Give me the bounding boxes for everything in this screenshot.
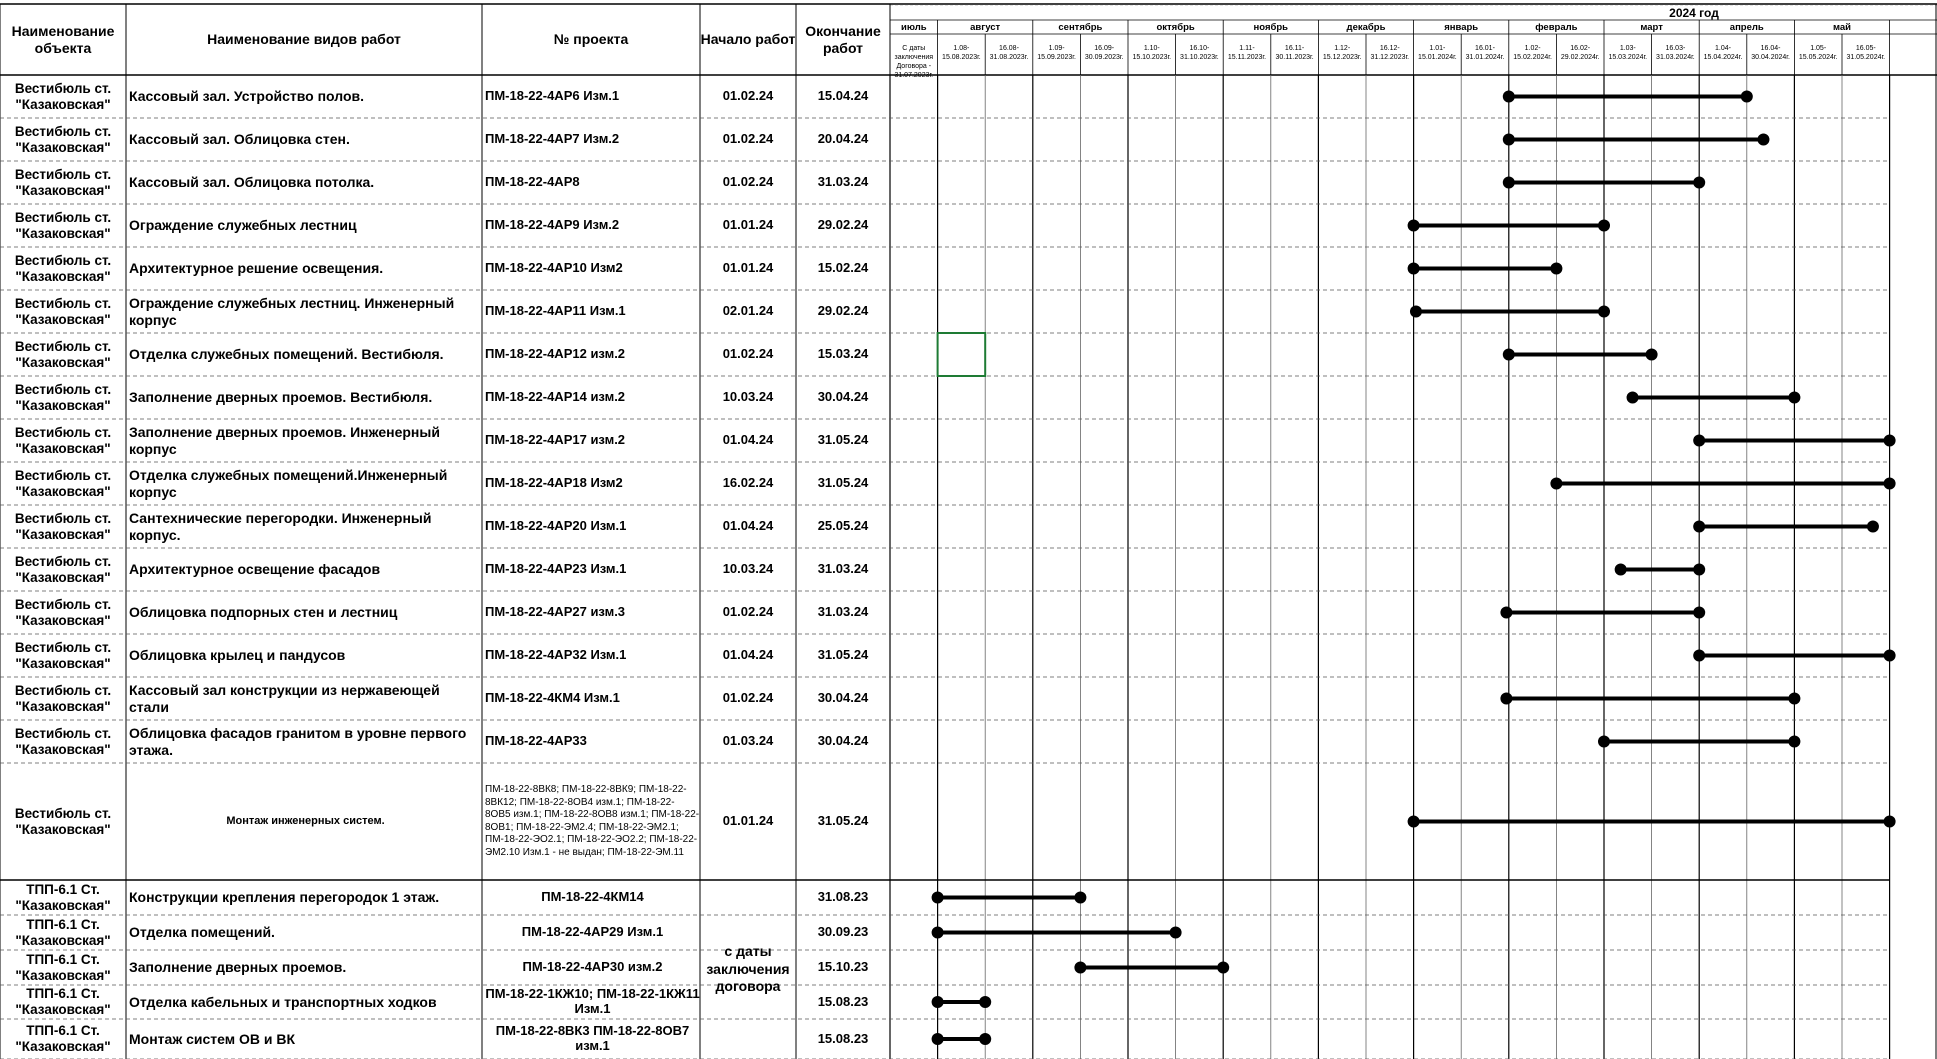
object-cell[interactable]: Вестибюль ст. "Казаковская"	[14, 209, 112, 241]
start-date-cell[interactable]: 02.01.24	[722, 303, 774, 319]
start-date-cell[interactable]: 01.04.24	[722, 432, 774, 448]
gantt-bar-end-dot	[1170, 927, 1182, 939]
gantt-bar-start-dot	[1503, 177, 1515, 189]
object-cell[interactable]: Вестибюль ст. "Казаковская"	[14, 381, 112, 413]
month-label-7: февраль	[1535, 22, 1578, 33]
header-end[interactable]: Окончание работ	[805, 22, 881, 56]
work-name-cell[interactable]: Кассовый зал конструкции из нержавеющей стали	[129, 682, 440, 715]
end-date-cell[interactable]: 30.09.23	[817, 924, 869, 940]
gantt-bar-end-dot	[979, 1033, 991, 1045]
project-cell[interactable]: ПМ-18-22-4АР32 Изм.1	[485, 647, 627, 663]
period-label-16: 16.03-31.03.2024г.	[1656, 45, 1695, 61]
object-cell[interactable]: Вестибюль ст. "Казаковская"	[14, 510, 112, 542]
end-date-cell[interactable]: 29.02.24	[817, 303, 869, 319]
start-date-cell[interactable]: 16.02.24	[722, 475, 774, 491]
end-date-cell[interactable]: 20.04.24	[817, 131, 869, 147]
period-label-7: 1.11-15.11.2023г.	[1227, 45, 1267, 61]
gantt-bar-end-dot	[1741, 91, 1753, 103]
period-label-13: 1.02-15.02.2024г.	[1513, 45, 1552, 61]
gantt-bar-start-dot	[1503, 349, 1515, 361]
work-name-cell[interactable]: Облицовка подпорных стен и лестниц	[129, 604, 398, 621]
work-name-cell[interactable]: Ограждение служебных лестниц	[129, 217, 357, 234]
object-cell[interactable]: Вестибюль ст. "Казаковская"	[14, 252, 112, 284]
period-label-19: 1.05-15.05.2024г.	[1798, 45, 1838, 61]
start-date-cell[interactable]: 01.03.24	[722, 733, 774, 749]
work-name-cell[interactable]: Архитектурное освещение фасадов	[129, 561, 381, 578]
work-name-cell[interactable]: Монтаж инженерных систем.	[226, 815, 385, 828]
object-cell[interactable]: Вестибюль ст. "Казаковская"	[14, 80, 112, 112]
period-label-0: С даты заключения Договора - 31.07.2023г.	[894, 45, 934, 79]
gantt-bar-start-dot	[1550, 478, 1562, 490]
end-date-cell[interactable]: 30.04.24	[817, 733, 869, 749]
start-date-cell[interactable]: 01.02.24	[722, 131, 774, 147]
period-label-10: 16.12-31.12.2023г.	[1370, 45, 1410, 61]
object-cell[interactable]: Вестибюль ст. "Казаковская"	[14, 338, 112, 370]
work-name-cell[interactable]: Заполнение дверных проемов.	[129, 959, 347, 976]
object-cell[interactable]: Вестибюль ст. "Казаковская"	[14, 123, 112, 155]
gantt-bar-start-dot	[1503, 134, 1515, 146]
project-cell[interactable]: ПМ-18-22-1КЖ10; ПМ-18-22-1КЖ11 Изм.1	[485, 986, 700, 1016]
object-cell[interactable]: ТПП-6.1 Ст. "Казаковская"	[15, 951, 111, 983]
gantt-bar-end-dot	[1884, 650, 1896, 662]
gantt-bar-end-dot	[1884, 816, 1896, 828]
merged-start-cell[interactable]: с даты заключения договора	[706, 943, 790, 995]
period-label-15: 1.03-15.03.2024г.	[1608, 45, 1648, 61]
start-date-cell[interactable]: 01.01.24	[722, 260, 774, 276]
project-cell[interactable]: ПМ-18-22-4АР12 изм.2	[485, 346, 626, 362]
work-name-cell[interactable]: Архитектурное решение освещения.	[129, 260, 384, 277]
period-label-3: 1.09-15.09.2023г.	[1037, 45, 1076, 61]
project-cell[interactable]: ПМ-18-22-4АР7 Изм.2	[485, 131, 620, 147]
work-name-cell[interactable]: Отделка помещений.	[129, 924, 275, 941]
gantt-bar-end-dot	[1217, 962, 1229, 974]
month-label-0: июль	[901, 22, 927, 33]
object-cell[interactable]: Вестибюль ст. "Казаковская"	[14, 295, 112, 327]
work-name-cell[interactable]: Заполнение дверных проемов. Вестибюля.	[129, 389, 433, 406]
start-date-cell[interactable]: 10.03.24	[722, 389, 774, 405]
month-label-8: март	[1640, 22, 1663, 33]
period-label-14: 16.02-29.02.2024г.	[1560, 45, 1600, 61]
object-cell[interactable]: ТПП-6.1 Ст. "Казаковская"	[15, 881, 111, 913]
object-cell[interactable]: Вестибюль ст. "Казаковская"	[14, 596, 112, 628]
end-date-cell[interactable]: 31.05.24	[817, 813, 869, 829]
month-label-4: ноябрь	[1253, 22, 1289, 33]
gantt-bar-end-dot	[1884, 478, 1896, 490]
end-date-cell[interactable]: 30.04.24	[817, 690, 869, 706]
gantt-bar-end-dot	[1074, 892, 1086, 904]
month-label-6: январь	[1444, 22, 1479, 33]
start-date-cell[interactable]: 01.02.24	[722, 690, 774, 706]
gantt-bar-end-dot	[1693, 177, 1705, 189]
object-cell[interactable]: ТПП-6.1 Ст. "Казаковская"	[15, 1023, 111, 1054]
month-label-10: май	[1832, 22, 1851, 33]
work-name-cell[interactable]: Облицовка крылец и пандусов	[129, 647, 346, 664]
project-cell[interactable]: ПМ-18-22-4АР29 Изм.1	[521, 924, 664, 940]
header-start[interactable]: Начало работ	[700, 31, 796, 48]
period-label-2: 16.08-31.08.2023г.	[989, 45, 1029, 61]
end-date-cell[interactable]: 31.05.24	[817, 475, 869, 491]
header-work[interactable]: Наименование видов работ	[207, 31, 401, 48]
object-cell[interactable]: Вестибюль ст. "Казаковская"	[14, 682, 112, 714]
gantt-bar-end-dot	[1788, 693, 1800, 705]
end-date-cell[interactable]: 15.04.24	[817, 88, 869, 104]
gantt-bar-end-dot	[1693, 607, 1705, 619]
work-name-cell[interactable]: Ограждение служебных лестниц. Инженерный корпус	[129, 295, 455, 328]
work-name-cell[interactable]: Монтаж систем ОВ и ВК	[129, 1030, 296, 1047]
work-name-cell[interactable]: Отделка кабельных и транспортных ходков	[129, 993, 437, 1010]
project-cell[interactable]: ПМ-18-22-4АР6 Изм.1	[485, 88, 620, 104]
object-cell[interactable]: Вестибюль ст. "Казаковская"	[14, 805, 112, 837]
end-date-cell[interactable]: 31.03.24	[817, 561, 869, 577]
gantt-bar-end-dot	[1550, 263, 1562, 275]
project-cell[interactable]: ПМ-18-22-4АР33	[485, 733, 587, 749]
work-name-cell[interactable]: Конструкции крепления перегородок 1 этаж.	[129, 889, 440, 906]
start-date-cell[interactable]: 01.01.24	[722, 813, 774, 829]
project-cell[interactable]: ПМ-18-22-8ВК3 ПМ-18-22-8ОВ7 изм.1	[495, 1023, 690, 1053]
gantt-bar-start-dot	[1598, 736, 1610, 748]
gantt-bar-start-dot	[1615, 564, 1627, 576]
period-label-20: 16.05-31.05.2024г.	[1846, 45, 1886, 61]
project-cell[interactable]: ПМ-18-22-4КМ14	[541, 889, 644, 905]
gantt-bar-start-dot	[932, 1033, 944, 1045]
gantt-bar-start-dot	[1503, 91, 1515, 103]
gantt-bar-end-dot	[1757, 134, 1769, 146]
gantt-bar-start-dot	[1693, 435, 1705, 447]
object-cell[interactable]: Вестибюль ст. "Казаковская"	[14, 639, 112, 671]
start-date-cell[interactable]: 01.04.24	[722, 647, 774, 663]
gantt-bar-end-dot	[1598, 220, 1610, 232]
end-date-cell[interactable]: 31.08.23	[817, 889, 869, 905]
end-date-cell[interactable]: 29.02.24	[817, 217, 869, 233]
project-cell[interactable]: ПМ-18-22-4АР9 Изм.2	[485, 217, 620, 233]
project-cell[interactable]: ПМ-18-22-8ВК8; ПМ-18-22-8ВК9; ПМ-18-22-8ВК12; ПМ-18-22-8ОВ4 изм.1; ПМ-18-22-8ОВ5 изм.1; ПМ-18-22-8ОВ8 изм.1; ПМ-18-22-8ОВ1; ПМ-18-22-ЭМ2.4; ПМ-18-22-ЭМ2.1; ПМ-18-22-ЭО2.1; ПМ-18-22-ЭО2.2; ПМ-18-22-ЭМ2.10 Изм.1 - не выдан; ПМ-18-22-ЭМ.11	[485, 784, 700, 858]
gantt-bar-start-dot	[1500, 693, 1512, 705]
period-label-4: 16.09-30.09.2023г.	[1084, 45, 1124, 61]
month-label-1: август	[970, 22, 1001, 33]
project-cell[interactable]: ПМ-18-22-4АР20 Изм.1	[485, 518, 627, 534]
end-date-cell[interactable]: 15.02.24	[817, 260, 869, 276]
end-date-cell[interactable]: 15.10.23	[817, 959, 869, 975]
gantt-bar-start-dot	[1693, 521, 1705, 533]
period-label-11: 1.01-15.01.2024г.	[1418, 45, 1457, 61]
end-date-cell[interactable]: 31.05.24	[817, 432, 869, 448]
object-cell[interactable]: Вестибюль ст. "Казаковская"	[14, 725, 112, 757]
period-label-5: 1.10-15.10.2023г.	[1132, 45, 1172, 61]
gantt-bar-start-dot	[1408, 263, 1420, 275]
gantt-bar-end-dot	[1788, 392, 1800, 404]
header-object[interactable]: Наименование объекта	[11, 22, 115, 56]
project-cell[interactable]: ПМ-18-22-4АР17 изм.2	[485, 432, 626, 448]
gantt-bar-start-dot	[1693, 650, 1705, 662]
start-date-cell[interactable]: 01.01.24	[722, 217, 774, 233]
gantt-bar-end-dot	[1693, 564, 1705, 576]
project-cell[interactable]: ПМ-18-22-4АР11 Изм.1	[485, 303, 626, 319]
object-cell[interactable]: ТПП-6.1 Ст. "Казаковская"	[15, 986, 111, 1017]
start-date-cell[interactable]: 01.02.24	[722, 88, 774, 104]
month-label-9: апрель	[1729, 22, 1764, 33]
work-name-cell[interactable]: Отделка служебных помещений.Инженерный корпус	[129, 467, 448, 500]
gantt-bar-start-dot	[1410, 306, 1422, 318]
work-name-cell[interactable]: Кассовый зал. Устройство полов.	[129, 88, 365, 105]
start-date-cell[interactable]: 10.03.24	[722, 561, 774, 577]
object-cell[interactable]: Вестибюль ст. "Казаковская"	[14, 467, 112, 499]
gantt-bar-start-dot	[1500, 607, 1512, 619]
gantt-bar-start-dot	[1074, 962, 1086, 974]
project-cell[interactable]: ПМ-18-22-4КМ4 Изм.1	[485, 690, 620, 706]
object-cell[interactable]: ТПП-6.1 Ст. "Казаковская"	[15, 916, 111, 948]
project-cell[interactable]: ПМ-18-22-4АР10 Изм2	[485, 260, 623, 276]
month-label-5: декабрь	[1346, 22, 1386, 33]
period-label-6: 16.10-31.10.2023г.	[1180, 45, 1219, 61]
end-date-cell[interactable]: 30.04.24	[817, 389, 869, 405]
work-name-cell[interactable]: Облицовка фасадов гранитом в уровне первого этажа.	[129, 725, 467, 758]
end-date-cell[interactable]: 25.05.24	[817, 518, 869, 534]
gantt-bar-end-dot	[1646, 349, 1658, 361]
selected-cell[interactable]	[938, 333, 986, 376]
work-name-cell[interactable]: Кассовый зал. Облицовка стен.	[129, 131, 350, 148]
end-date-cell[interactable]: 31.05.24	[817, 647, 869, 663]
gantt-bar-start-dot	[932, 927, 944, 939]
work-name-cell[interactable]: Заполнение дверных проемов. Инженерный корпус	[129, 424, 440, 457]
gantt-bar-start-dot	[1408, 816, 1420, 828]
object-cell[interactable]: Вестибюль ст. "Казаковская"	[14, 553, 112, 585]
project-cell[interactable]: ПМ-18-22-4АР30 изм.2	[522, 959, 663, 975]
start-date-cell[interactable]: 01.02.24	[722, 346, 774, 362]
gantt-bar-end-dot	[1788, 736, 1800, 748]
end-date-cell[interactable]: 31.03.24	[817, 174, 869, 190]
period-label-17: 1.04-15.04.2024г.	[1703, 45, 1743, 61]
start-date-cell[interactable]: 01.02.24	[722, 604, 774, 620]
project-cell[interactable]: ПМ-18-22-4АР27 изм.3	[485, 604, 626, 620]
start-date-cell[interactable]: 01.04.24	[722, 518, 774, 534]
period-label-12: 16.01-31.01.2024г.	[1465, 45, 1505, 61]
gantt-bar-start-dot	[1627, 392, 1639, 404]
end-date-cell[interactable]: 15.08.23	[817, 1030, 869, 1046]
gantt-bar-start-dot	[1408, 220, 1420, 232]
gantt-bar-start-dot	[932, 996, 944, 1008]
month-label-2: сентябрь	[1058, 22, 1103, 33]
start-date-cell[interactable]: 01.02.24	[722, 174, 774, 190]
work-name-cell[interactable]: Кассовый зал. Облицовка потолка.	[129, 174, 375, 191]
period-label-9: 1.12-15.12.2023г.	[1322, 45, 1362, 61]
object-cell[interactable]: Вестибюль ст. "Казаковская"	[14, 166, 112, 198]
project-cell[interactable]: ПМ-18-22-4АР8	[485, 174, 580, 190]
gantt-bar-start-dot	[932, 892, 944, 904]
work-name-cell[interactable]: Отделка служебных помещений. Вестибюля.	[129, 346, 444, 363]
period-label-1: 1.08-15.08.2023г.	[942, 45, 981, 61]
period-label-18: 16.04-30.04.2024г.	[1751, 45, 1790, 61]
end-date-cell[interactable]: 15.08.23	[817, 993, 869, 1009]
gantt-bar-end-dot	[979, 996, 991, 1008]
header-year: 2024 год	[1669, 6, 1719, 20]
end-date-cell[interactable]: 31.03.24	[817, 604, 869, 620]
end-date-cell[interactable]: 15.03.24	[817, 346, 869, 362]
gantt-bar-end-dot	[1867, 521, 1879, 533]
gantt-bar-end-dot	[1884, 435, 1896, 447]
project-cell[interactable]: ПМ-18-22-4АР23 Изм.1	[485, 561, 627, 577]
month-label-3: октябрь	[1156, 22, 1195, 33]
header-project[interactable]: № проекта	[553, 31, 629, 48]
period-label-8: 16.11-30.11.2023г.	[1275, 45, 1314, 61]
object-cell[interactable]: Вестибюль ст. "Казаковская"	[14, 424, 112, 456]
project-cell[interactable]: ПМ-18-22-4АР14 изм.2	[485, 389, 626, 405]
work-name-cell[interactable]: Сантехнические перегородки. Инженерный корпус.	[129, 510, 432, 543]
project-cell[interactable]: ПМ-18-22-4АР18 Изм2	[485, 475, 623, 491]
gantt-bar-end-dot	[1598, 306, 1610, 318]
